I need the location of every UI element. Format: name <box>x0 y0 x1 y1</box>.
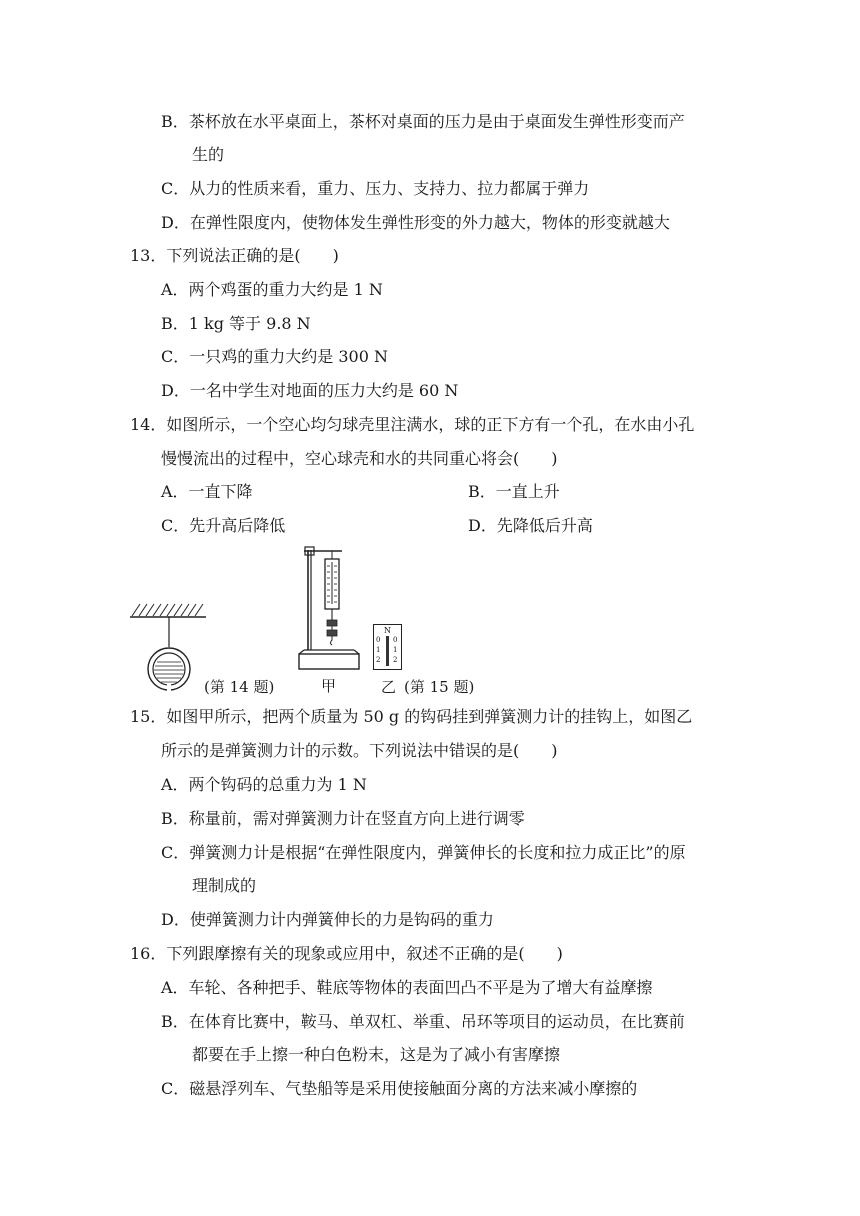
q15-stem-line1: 15．如图甲所示，把两个质量为 50 g 的钩码挂到弹簧测力计的挂钩上，如图乙 <box>130 707 693 726</box>
q15-option-c-line1: C．弹簧测力计是根据“在弹性限度内，弹簧伸长的长度和拉力成正比”的原 <box>161 843 686 862</box>
q15-stem-line2: 所示的是弹簧测力计的示数。下列说法中错误的是( ) <box>161 741 558 760</box>
q12-option-b-line1: B．茶杯放在水平桌面上，茶杯对桌面的压力是由于桌面发生弹性形变而产 <box>161 112 685 131</box>
scale-left-tick-1: 1 <box>376 646 381 654</box>
q14-option-b: B．一直上升 <box>468 482 560 501</box>
scale-left-tick-0: 0 <box>376 636 381 644</box>
q15-option-a: A．两个钩码的总重力为 1 N <box>161 775 367 794</box>
scale-right-tick-0: 0 <box>393 636 398 644</box>
scale-center-bar <box>386 636 389 666</box>
q14-option-c: C．先升高后降低 <box>161 516 286 535</box>
q16-option-c: C．磁悬浮列车、气垫船等是采用使接触面分离的方法来减小摩擦的 <box>161 1079 638 1098</box>
figure-15-caption: (第 15 题) <box>404 678 475 696</box>
q14-stem-line2: 慢慢流出的过程中，空心球壳和水的共同重心将会( ) <box>161 449 558 468</box>
scale-right-tick-2: 2 <box>393 656 398 664</box>
q13-option-a: A．两个鸡蛋的重力大约是 1 N <box>161 280 383 299</box>
q12-option-c: C．从力的性质来看，重力、压力、支持力、拉力都属于弹力 <box>161 179 590 198</box>
q13-option-c: C．一只鸡的重力大约是 300 N <box>161 347 388 366</box>
figure-15-jia-stand-with-scale <box>296 546 366 674</box>
q14-option-d: D．先降低后升高 <box>468 516 593 535</box>
q14-option-a: A．一直下降 <box>161 482 253 501</box>
q14-stem-line1: 14．如图所示，一个空心均匀球壳里注满水，球的正下方有一个孔，在水由小孔 <box>130 415 695 434</box>
q15-option-d: D．使弹簧测力计内弹簧伸长的力是钩码的重力 <box>161 910 494 929</box>
q16-option-a: A．车轮、各种把手、鞋底等物体的表面凹凸不平是为了增大有益摩擦 <box>161 978 653 997</box>
figure-14-hanging-sphere <box>128 600 210 696</box>
scale-left-tick-2: 2 <box>376 656 381 664</box>
q13-stem: 13．下列说法正确的是( ) <box>130 246 339 265</box>
scale-right-tick-1: 1 <box>393 646 398 654</box>
q15-option-c-line2: 理制成的 <box>192 876 257 895</box>
figure-15-jia-label: 甲 <box>321 677 337 695</box>
figure-14-caption: (第 14 题) <box>204 678 275 696</box>
q13-option-b: B．1 kg 等于 9.8 N <box>161 314 311 333</box>
q16-option-b-line1: B．在体育比赛中，鞍马、单双杠、举重、吊环等项目的运动员，在比赛前 <box>161 1012 685 1031</box>
q16-stem: 16．下列跟摩擦有关的现象或应用中，叙述不正确的是( ) <box>130 944 563 963</box>
q16-option-b-line2: 都要在手上擦一种白色粉末，这是为了减小有害摩擦 <box>192 1045 561 1064</box>
figure-15-yi-scale-closeup <box>373 624 402 670</box>
figure-15-yi-label: 乙 <box>381 678 397 696</box>
q13-option-d: D．一名中学生对地面的压力大约是 60 N <box>161 381 459 400</box>
scale-unit-label: N <box>384 626 391 635</box>
q12-option-d: D．在弹性限度内，使物体发生弹性形变的外力越大，物体的形变就越大 <box>161 213 670 232</box>
q12-option-b-line2: 生的 <box>192 145 225 164</box>
q15-option-b: B．称量前，需对弹簧测力计在竖直方向上进行调零 <box>161 809 525 828</box>
